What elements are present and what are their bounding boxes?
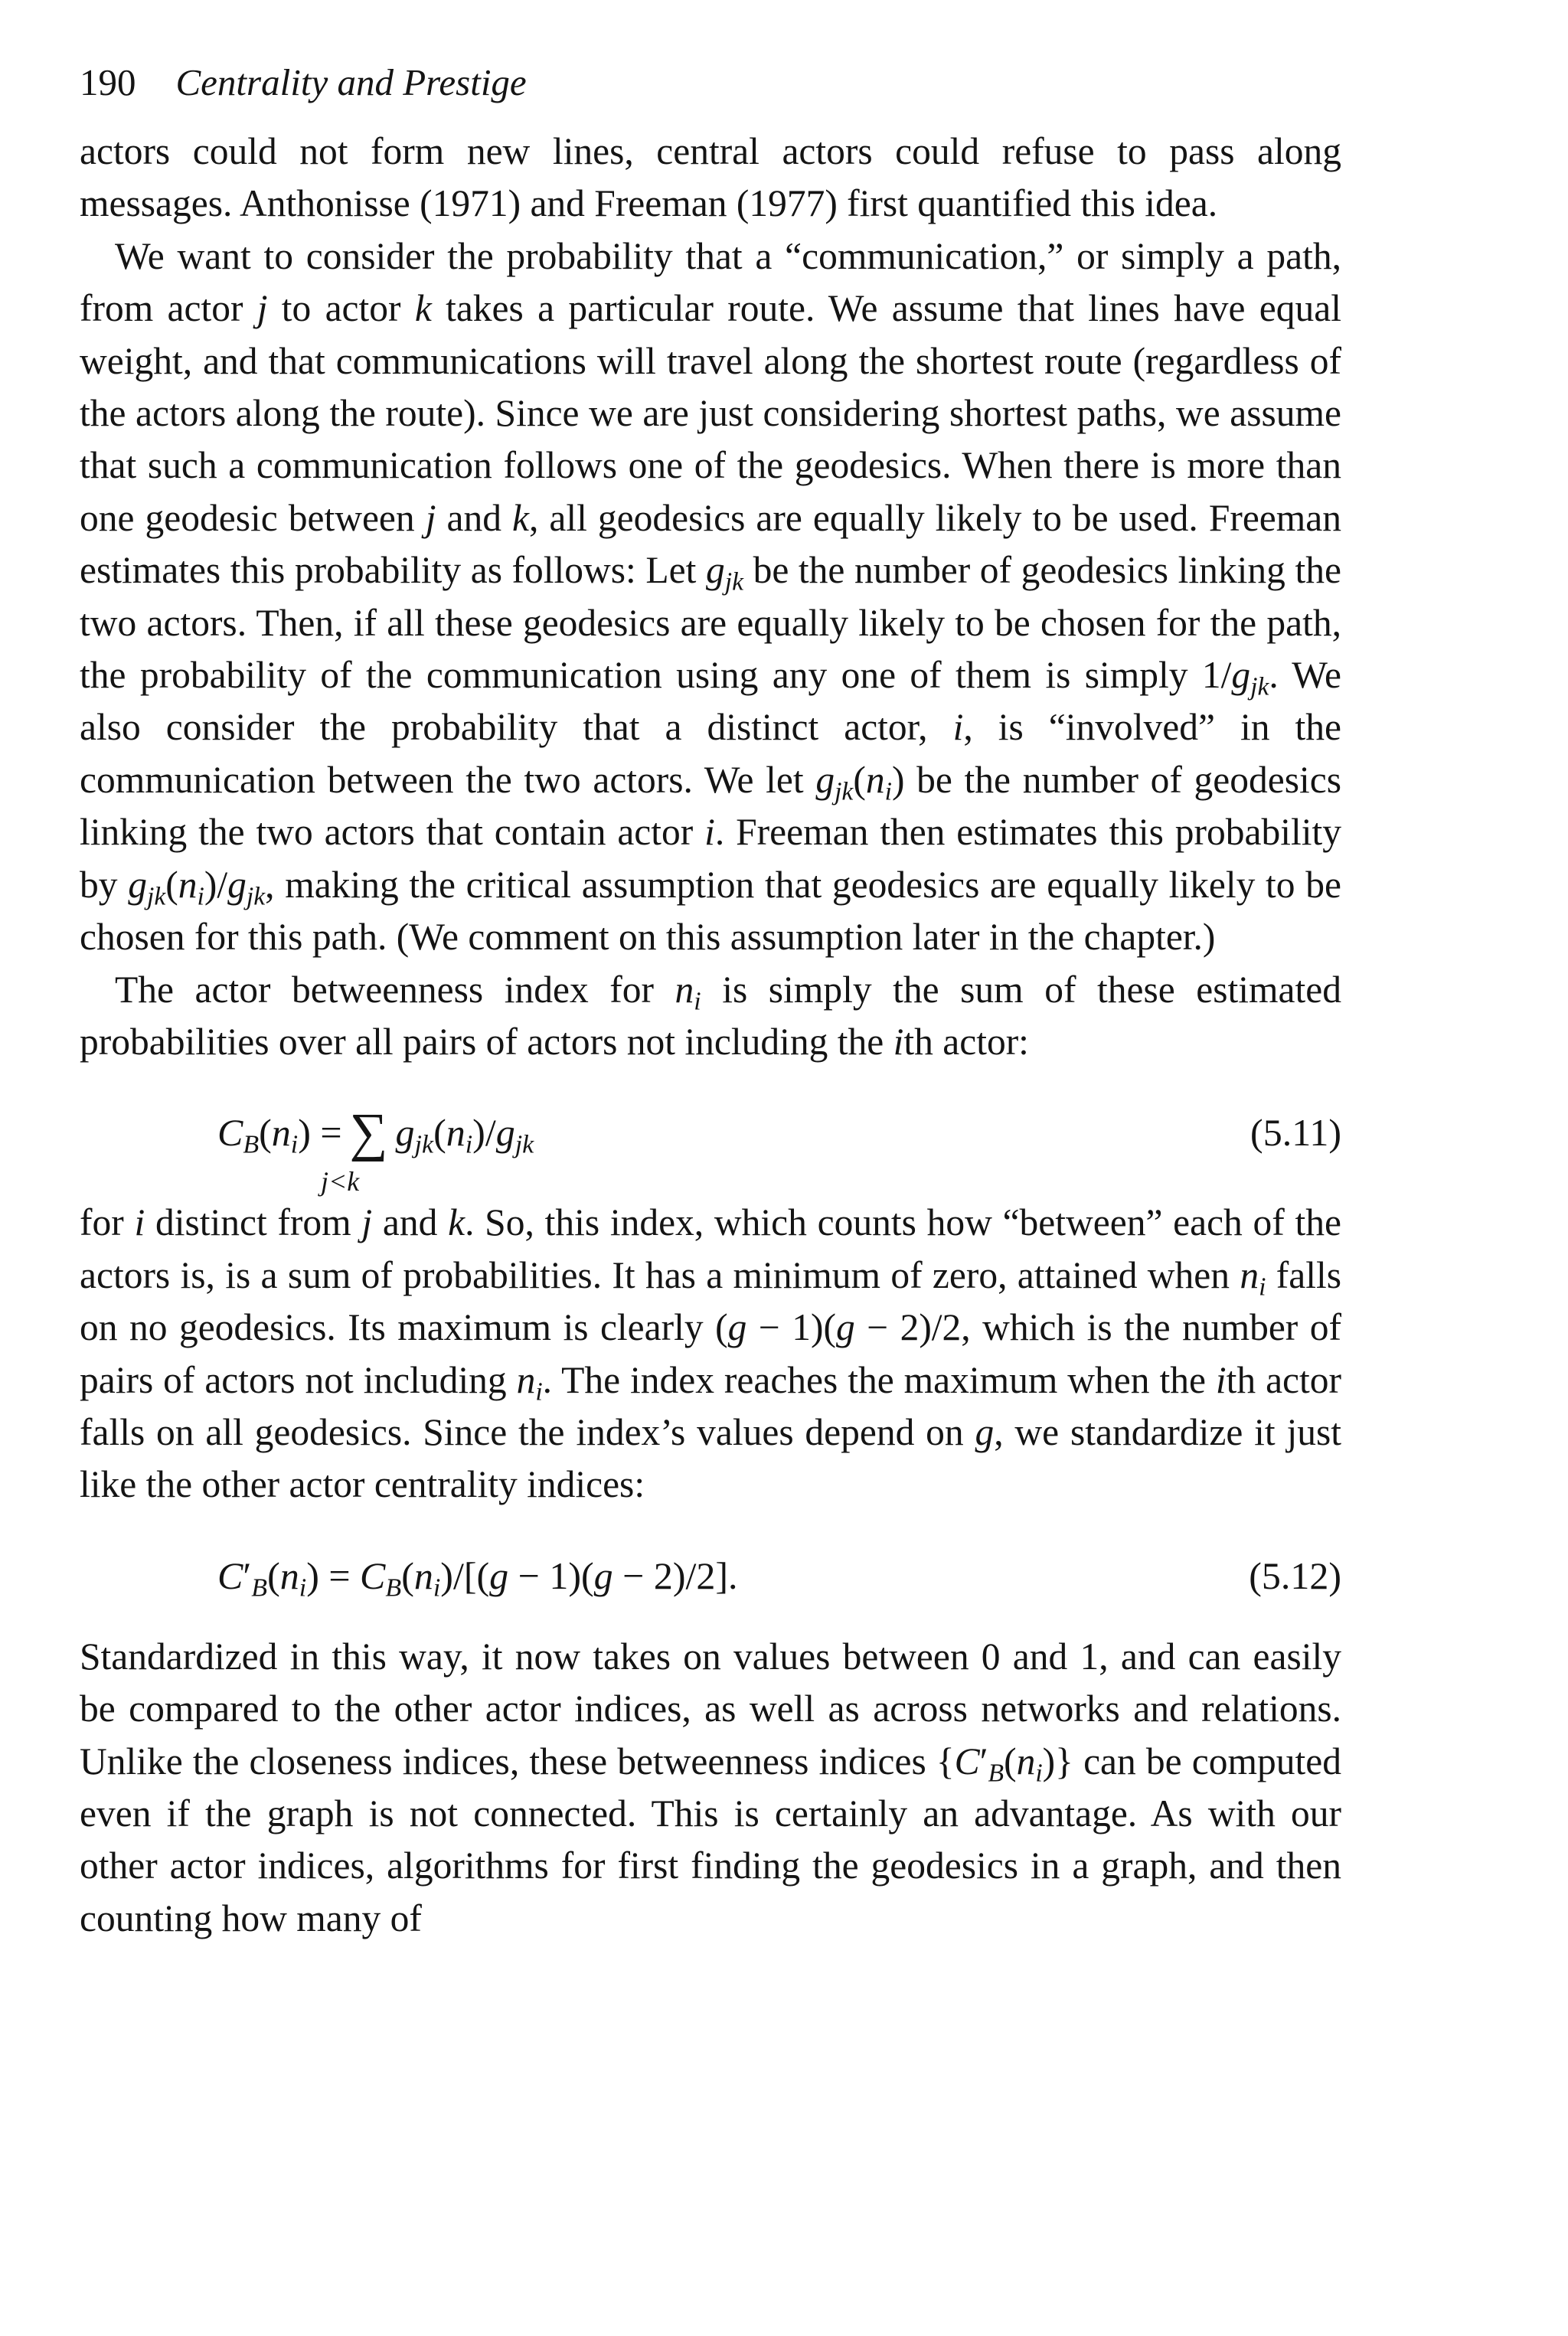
paragraph-3: The actor betweenness index for $n_i$ is simply the sum of these estimated probabilities over all pairs of actors not including the ith actor: (80, 968, 1341, 1063)
equation-5-12 (80, 1522, 1341, 1631)
summation-sign: ∑ (349, 1103, 388, 1163)
running-title: Centrality and Prestige (175, 61, 527, 103)
paragraph-4: for i distinct from j and k. So, this index, which counts how “between” each of the actors is, is a sum of probabilities. It has a minimum of zero, attained when $n_i$ falls on no geodesics. Its maximum is clearly (g − 1)(g − 2)/2, which is the number of pairs of actors not including $n_i$. The index reaches the maximum when the ith actor falls on all geodesics. Since the index’s values depend on g, we standardize it just like the other actor centrality indices: (80, 1201, 1341, 1506)
page-number: 190 (80, 61, 136, 103)
equation-number: (5.12) (1249, 1554, 1341, 1597)
equation-body: $C'_B(n_i) = C_B(n_i)/[(g - 1)(g - 2)/2]$. (217, 1554, 738, 1603)
equation-5-11 (80, 1082, 1341, 1197)
equation-number: (5.11) (1250, 1111, 1341, 1155)
running-head (80, 60, 1341, 106)
paragraph-5: Standardized in this way, it now takes on values between 0 and 1, and can easily be compared to the other actor indices, as well as across networks and relations. Unlike the closeness indices, these betweenness indices $\{C'_B(n_i)\}$ can be computed even if the graph is not connected. This is certainly an advantage. As with our other actor indices, algorithms for first finding the geodesics in a graph, and then counting how many of (80, 1635, 1341, 1939)
equation-body: $C_B(n_i)$ = ∑ $g_{jk}(n_i)/g_{jk}$ (217, 1103, 534, 1163)
paragraph-2: We want to consider the probability that a “communication,” or simply a path, from actor j to actor k takes a particular route. We assume that lines have equal weight, and that communications will travel along the shortest route (regardless of the actors along the route). Since we are just considering shortest paths, we assume that such a communication follows one of the geodesics. When there is more than one geodesic between j and k, all geodesics are equally likely to be used. Freeman estimates this probability as follows: Let $g_{jk}$ be the number of geodesics linking the two actors. Then, if all these geodesics are equally likely to be chosen for the path, the probability of the communication using any one of them is simply $1/g_{jk}$. We also consider the probability that a distinct actor, i, is “involved” in the communication between the two actors. We let $g_{jk}(n_i)$ be the number of geodesics linking the two actors that contain actor i. Freeman then estimates this probability by $g_{jk}(n_i)/g_{jk}$, making the critical assumption that geodesics are equally likely to be chosen for this path. (We comment on this assumption later in the chapter.) (80, 234, 1342, 959)
paragraph-1: actors could not form new lines, central actors could refuse to pass along messages. Anthonisse (1971) and Freeman (1977) first quantified this idea. (80, 130, 1341, 225)
summation-index: j<k (321, 1166, 360, 1197)
